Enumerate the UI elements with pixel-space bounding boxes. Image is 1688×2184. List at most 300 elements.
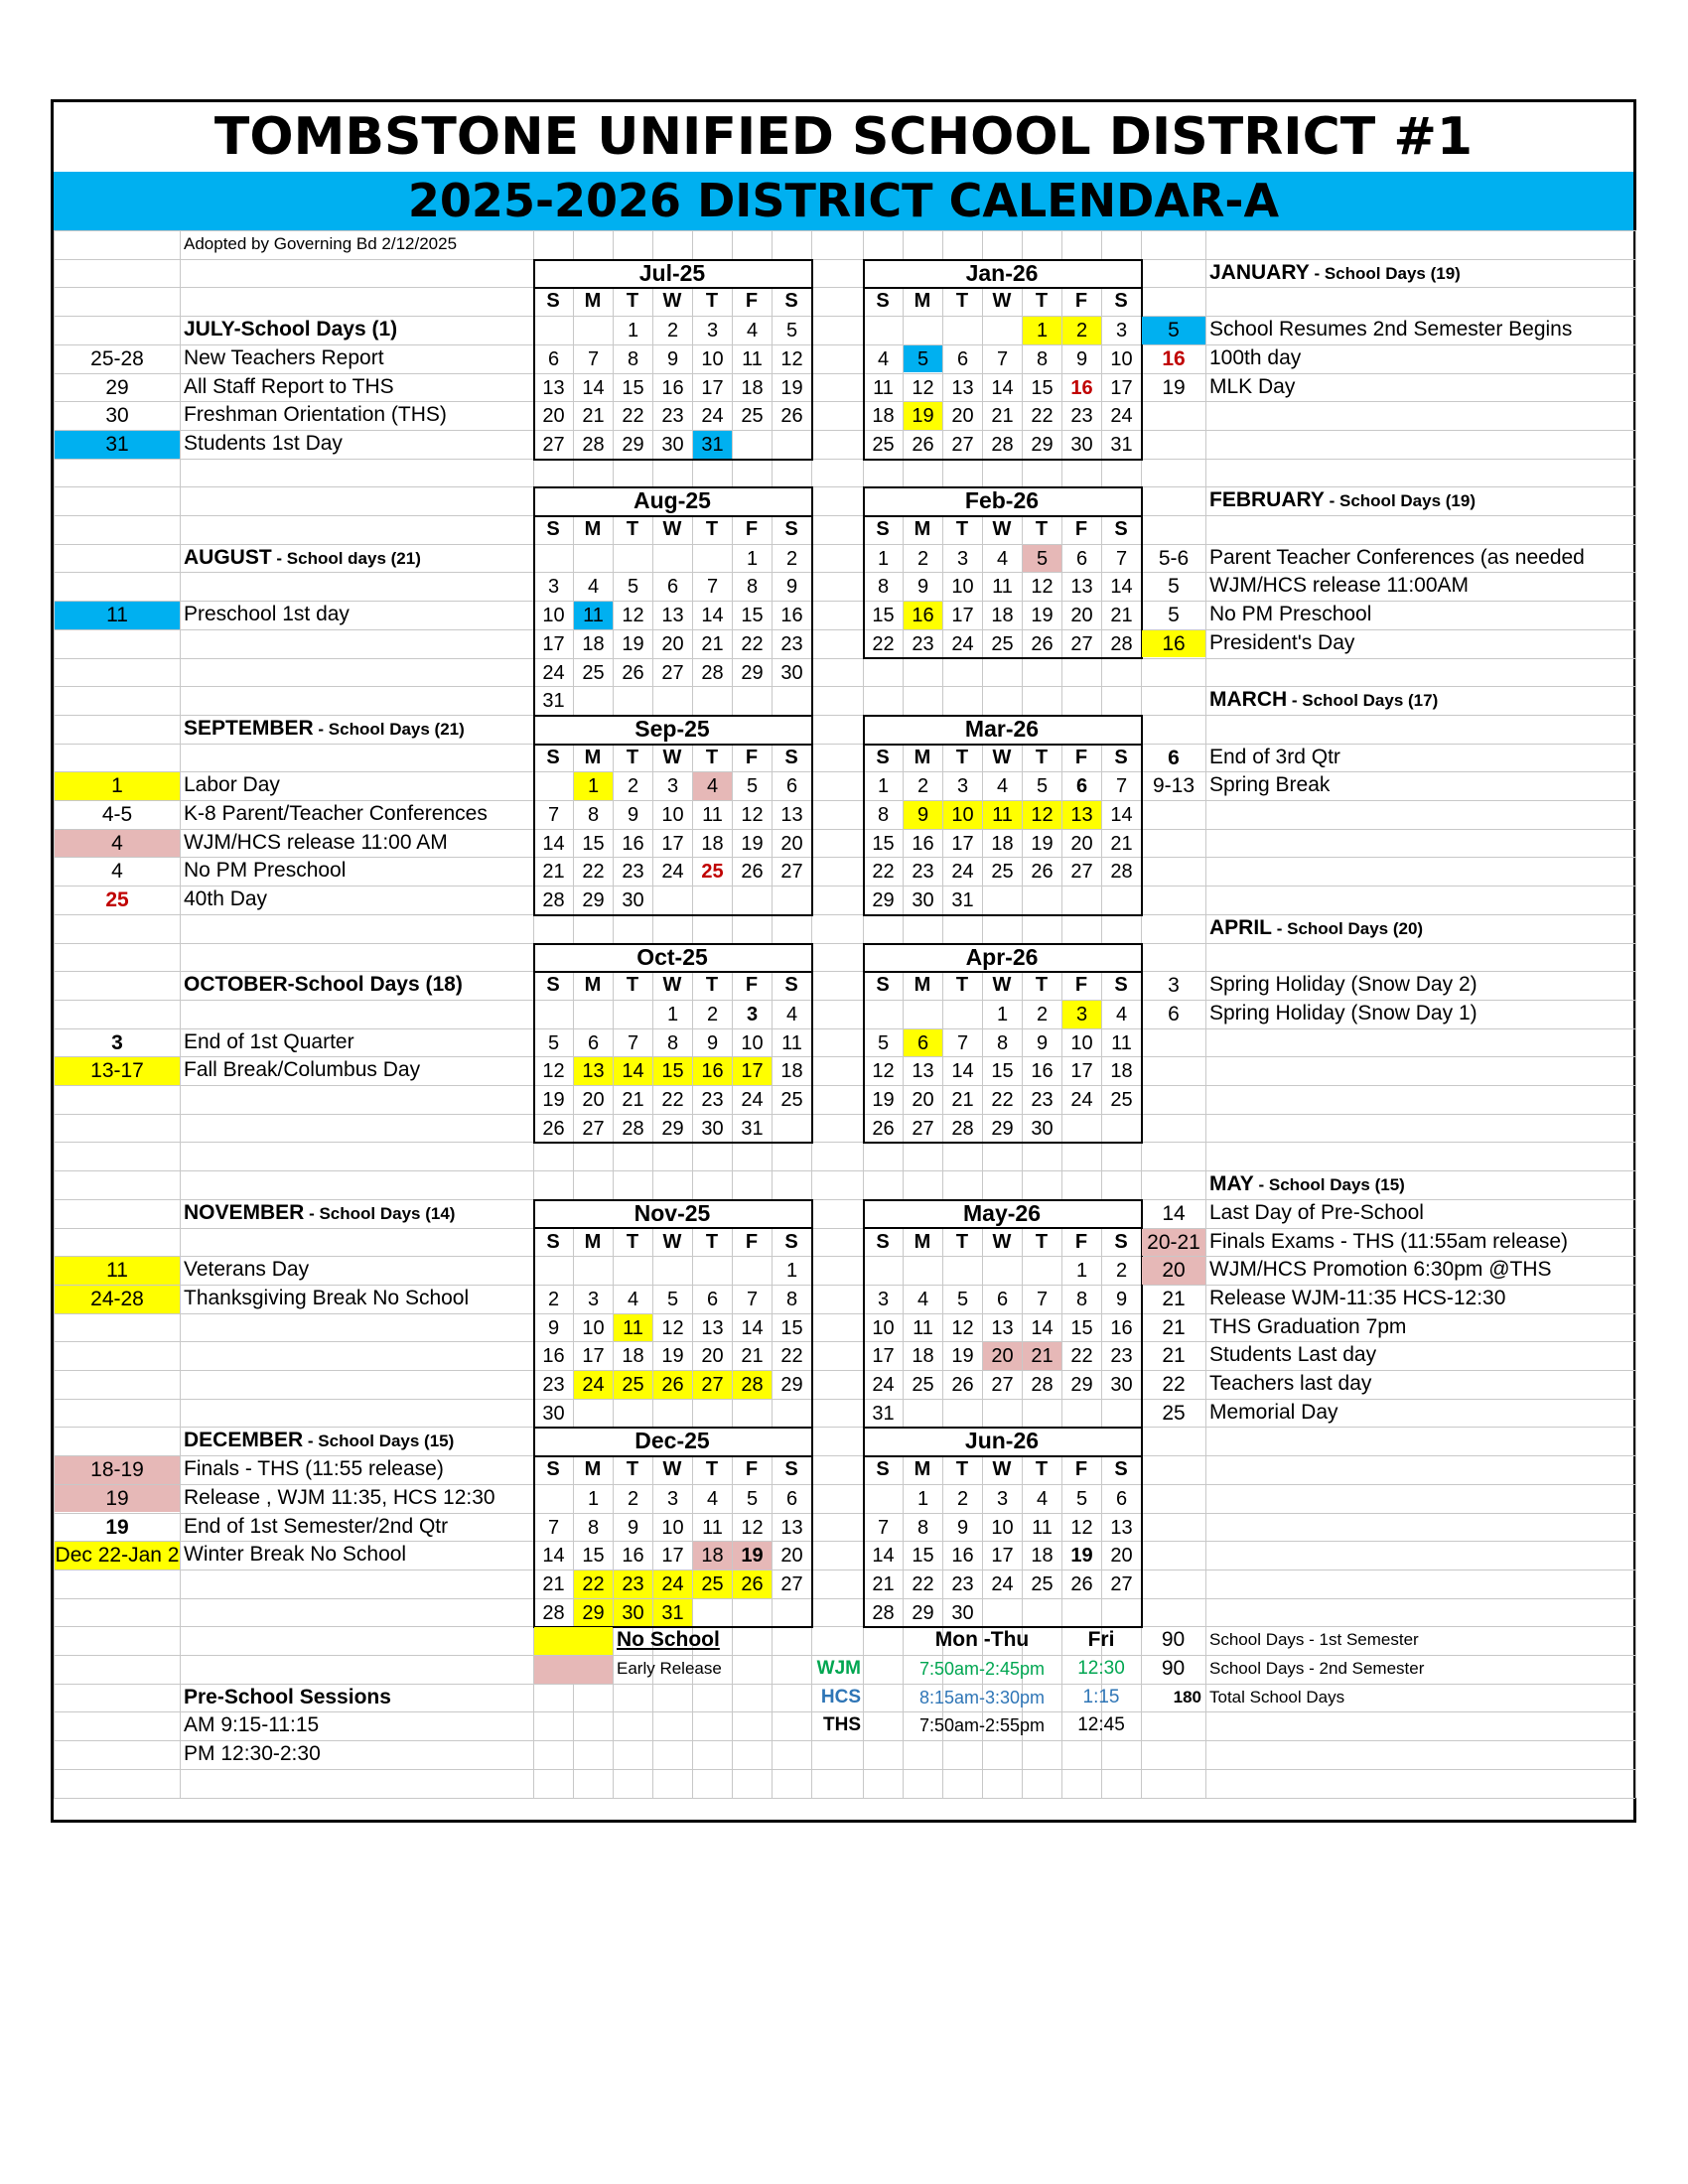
calendar-day[interactable]: 13 bbox=[1062, 801, 1101, 829]
calendar-day[interactable]: 20 bbox=[983, 1342, 1022, 1370]
calendar-day[interactable]: 23 bbox=[1070, 405, 1093, 428]
calendar-day[interactable]: 22 bbox=[912, 1572, 934, 1595]
calendar-day[interactable]: 16 bbox=[780, 605, 803, 627]
calendar-day[interactable]: 15 bbox=[991, 1060, 1014, 1083]
calendar-day[interactable]: 12 bbox=[872, 1060, 895, 1083]
calendar-day[interactable]: 5 bbox=[547, 1031, 560, 1054]
calendar-day[interactable]: 8 bbox=[587, 1516, 600, 1539]
calendar-day[interactable]: 25 bbox=[912, 1374, 934, 1396]
calendar-day[interactable]: 24 bbox=[574, 1371, 613, 1399]
calendar-day[interactable]: 15 bbox=[653, 1057, 692, 1085]
calendar-day[interactable]: 12 bbox=[741, 1516, 764, 1539]
calendar-day[interactable]: 29 bbox=[991, 1117, 1014, 1140]
calendar-day[interactable]: 21 bbox=[701, 632, 724, 655]
calendar-day[interactable]: 7 bbox=[996, 347, 1009, 370]
calendar-day[interactable]: 25 bbox=[614, 1371, 652, 1399]
calendar-day[interactable]: 25 bbox=[991, 861, 1014, 884]
calendar-day[interactable]: 18 bbox=[622, 1345, 644, 1368]
calendar-day[interactable]: 18 bbox=[693, 1542, 732, 1570]
calendar-day[interactable]: 28 bbox=[542, 1601, 565, 1624]
calendar-day[interactable]: 3 bbox=[746, 1003, 759, 1025]
calendar-day[interactable]: 24 bbox=[1070, 1089, 1093, 1111]
calendar-day[interactable]: 25 bbox=[991, 632, 1014, 655]
calendar-day[interactable]: 28 bbox=[1031, 1374, 1054, 1396]
calendar-day[interactable]: 3 bbox=[877, 1288, 890, 1310]
calendar-day[interactable]: 11 bbox=[614, 1314, 652, 1342]
calendar-day[interactable]: 5 bbox=[1023, 545, 1061, 573]
calendar-day[interactable]: 17 bbox=[661, 1545, 684, 1568]
calendar-day[interactable]: 29 bbox=[574, 1599, 613, 1627]
calendar-day[interactable]: 8 bbox=[1075, 1288, 1088, 1310]
calendar-day[interactable]: 7 bbox=[746, 1288, 759, 1310]
calendar-day[interactable]: 23 bbox=[780, 632, 803, 655]
calendar-day[interactable]: 1 bbox=[1075, 1260, 1088, 1283]
calendar-day[interactable]: 17 bbox=[582, 1345, 605, 1368]
calendar-day[interactable]: 2 bbox=[1036, 1003, 1049, 1025]
calendar-day[interactable]: 26 bbox=[741, 861, 764, 884]
calendar-day[interactable]: 24 bbox=[951, 861, 974, 884]
calendar-day[interactable]: 28 bbox=[733, 1371, 772, 1399]
calendar-day[interactable]: 4 bbox=[785, 1003, 798, 1025]
calendar-day[interactable]: 18 bbox=[991, 832, 1014, 855]
calendar-day[interactable]: 14 bbox=[951, 1060, 974, 1083]
calendar-day[interactable]: 2 bbox=[627, 775, 639, 798]
calendar-day[interactable]: 23 bbox=[951, 1572, 974, 1595]
calendar-day[interactable]: 6 bbox=[785, 775, 798, 798]
calendar-day[interactable]: 14 bbox=[991, 376, 1014, 399]
calendar-day[interactable]: 5 bbox=[877, 1031, 890, 1054]
calendar-day[interactable]: 18 bbox=[1110, 1060, 1133, 1083]
calendar-day[interactable]: 22 bbox=[741, 632, 764, 655]
calendar-day[interactable]: 3 bbox=[666, 775, 679, 798]
calendar-day[interactable]: 11 bbox=[781, 1031, 802, 1054]
calendar-day[interactable]: 13 bbox=[1070, 576, 1093, 599]
calendar-day[interactable]: 26 bbox=[653, 1371, 692, 1399]
calendar-day[interactable]: 12 bbox=[1023, 801, 1061, 829]
calendar-day[interactable]: 5 bbox=[1036, 775, 1049, 798]
calendar-day[interactable]: 23 bbox=[1031, 1089, 1054, 1111]
calendar-day[interactable]: 20 bbox=[582, 1089, 605, 1111]
calendar-day[interactable]: 20 bbox=[661, 632, 684, 655]
calendar-day[interactable]: 4 bbox=[746, 320, 759, 342]
calendar-day[interactable]: 8 bbox=[627, 347, 639, 370]
calendar-day[interactable]: 8 bbox=[877, 576, 890, 599]
calendar-day[interactable]: 19 bbox=[872, 1089, 895, 1111]
calendar-day[interactable]: 23 bbox=[542, 1374, 565, 1396]
calendar-day[interactable]: 3 bbox=[666, 1487, 679, 1510]
calendar-day[interactable]: 7 bbox=[956, 1031, 969, 1054]
calendar-day[interactable]: 5 bbox=[904, 345, 942, 373]
calendar-day[interactable]: 7 bbox=[877, 1516, 890, 1539]
calendar-day[interactable]: 22 bbox=[1031, 405, 1054, 428]
calendar-day[interactable]: 23 bbox=[912, 861, 934, 884]
calendar-day[interactable]: 4 bbox=[627, 1288, 639, 1310]
calendar-day[interactable]: 21 bbox=[622, 1089, 644, 1111]
calendar-day[interactable]: 11 bbox=[992, 576, 1013, 599]
calendar-day[interactable]: 20 bbox=[1110, 1545, 1133, 1568]
calendar-day[interactable]: 21 bbox=[872, 1572, 895, 1595]
calendar-day[interactable]: 15 bbox=[912, 1545, 934, 1568]
calendar-day[interactable]: 20 bbox=[701, 1345, 724, 1368]
calendar-day[interactable]: 16 bbox=[622, 1545, 644, 1568]
calendar-day[interactable]: 7 bbox=[706, 576, 719, 599]
calendar-day[interactable]: 12 bbox=[912, 376, 934, 399]
calendar-day[interactable]: 27 bbox=[1070, 632, 1093, 655]
calendar-day[interactable]: 16 bbox=[693, 1057, 732, 1085]
calendar-day[interactable]: 23 bbox=[1110, 1345, 1133, 1368]
calendar-day[interactable]: 11 bbox=[873, 376, 894, 399]
calendar-day[interactable]: 20 bbox=[951, 405, 974, 428]
calendar-day[interactable]: 14 bbox=[542, 1545, 565, 1568]
calendar-day[interactable]: 28 bbox=[1110, 632, 1133, 655]
calendar-day[interactable]: 4 bbox=[1036, 1487, 1049, 1510]
calendar-day[interactable]: 24 bbox=[653, 1570, 692, 1598]
calendar-day[interactable]: 17 bbox=[542, 632, 565, 655]
calendar-day[interactable]: 2 bbox=[706, 1003, 719, 1025]
calendar-day[interactable]: 4 bbox=[916, 1288, 929, 1310]
calendar-day[interactable]: 31 bbox=[693, 431, 732, 459]
calendar-day[interactable]: 28 bbox=[991, 433, 1014, 456]
calendar-day[interactable]: 10 bbox=[741, 1031, 764, 1054]
calendar-day[interactable]: 20 bbox=[1070, 832, 1093, 855]
calendar-day[interactable]: 3 bbox=[956, 775, 969, 798]
calendar-day[interactable]: 17 bbox=[1070, 1060, 1093, 1083]
calendar-day[interactable]: 24 bbox=[661, 861, 684, 884]
calendar-day[interactable]: 8 bbox=[1036, 347, 1049, 370]
calendar-day[interactable]: 6 bbox=[587, 1031, 600, 1054]
calendar-day[interactable]: 10 bbox=[661, 804, 684, 826]
calendar-day[interactable]: 29 bbox=[622, 433, 644, 456]
calendar-day[interactable]: 31 bbox=[741, 1117, 764, 1140]
calendar-day[interactable]: 9 bbox=[547, 1316, 560, 1339]
calendar-day[interactable]: 20 bbox=[542, 405, 565, 428]
calendar-day[interactable]: 27 bbox=[582, 1117, 605, 1140]
calendar-day[interactable]: 26 bbox=[1031, 632, 1054, 655]
calendar-day[interactable]: 16 bbox=[951, 1545, 974, 1568]
calendar-day[interactable]: 25 bbox=[780, 1089, 803, 1111]
calendar-day[interactable]: 11 bbox=[574, 602, 613, 629]
calendar-day[interactable]: 25 bbox=[1031, 1572, 1054, 1595]
calendar-day[interactable]: 19 bbox=[1070, 1545, 1093, 1568]
calendar-day[interactable]: 20 bbox=[780, 832, 803, 855]
calendar-day[interactable]: 30 bbox=[1110, 1374, 1133, 1396]
calendar-day[interactable]: 28 bbox=[542, 889, 565, 912]
calendar-day[interactable]: 21 bbox=[1023, 1342, 1061, 1370]
calendar-day[interactable]: 1 bbox=[627, 320, 639, 342]
calendar-day[interactable]: 15 bbox=[741, 605, 764, 627]
calendar-day[interactable]: 15 bbox=[622, 376, 644, 399]
calendar-day[interactable]: 1 bbox=[746, 547, 759, 570]
calendar-day[interactable]: 7 bbox=[547, 804, 560, 826]
calendar-day[interactable]: 30 bbox=[614, 1599, 652, 1627]
calendar-day[interactable]: 29 bbox=[661, 1117, 684, 1140]
calendar-day[interactable]: 21 bbox=[542, 1572, 565, 1595]
calendar-day[interactable]: 2 bbox=[956, 1487, 969, 1510]
calendar-day[interactable]: 29 bbox=[582, 889, 605, 912]
calendar-day[interactable]: 28 bbox=[951, 1117, 974, 1140]
calendar-day[interactable]: 26 bbox=[622, 661, 644, 684]
calendar-day[interactable]: 30 bbox=[661, 433, 684, 456]
calendar-day[interactable]: 23 bbox=[622, 861, 644, 884]
calendar-day[interactable]: 22 bbox=[574, 1570, 613, 1598]
calendar-day[interactable]: 12 bbox=[542, 1060, 565, 1083]
calendar-day[interactable]: 15 bbox=[1031, 376, 1054, 399]
calendar-day[interactable]: 14 bbox=[872, 1545, 895, 1568]
calendar-day[interactable]: 9 bbox=[706, 1031, 719, 1054]
calendar-day[interactable]: 11 bbox=[702, 1516, 723, 1539]
calendar-day[interactable]: 25 bbox=[701, 861, 724, 884]
calendar-day[interactable]: 29 bbox=[912, 1601, 934, 1624]
calendar-day[interactable]: 26 bbox=[1070, 1572, 1093, 1595]
calendar-day[interactable]: 10 bbox=[542, 605, 565, 627]
calendar-day[interactable]: 16 bbox=[622, 832, 644, 855]
calendar-day[interactable]: 27 bbox=[661, 661, 684, 684]
calendar-day[interactable]: 14 bbox=[741, 1316, 764, 1339]
calendar-day[interactable]: 13 bbox=[574, 1057, 613, 1085]
calendar-day[interactable]: 19 bbox=[542, 1089, 565, 1111]
calendar-day[interactable]: 13 bbox=[780, 804, 803, 826]
calendar-day[interactable]: 16 bbox=[542, 1345, 565, 1368]
calendar-day[interactable]: 13 bbox=[701, 1316, 724, 1339]
calendar-day[interactable]: 17 bbox=[991, 1545, 1014, 1568]
calendar-day[interactable]: 6 bbox=[1115, 1487, 1128, 1510]
calendar-day[interactable]: 12 bbox=[780, 347, 803, 370]
calendar-day[interactable]: 11 bbox=[1032, 1516, 1053, 1539]
calendar-day[interactable]: 28 bbox=[622, 1117, 644, 1140]
calendar-day[interactable]: 4 bbox=[996, 547, 1009, 570]
calendar-day[interactable]: 10 bbox=[951, 576, 974, 599]
calendar-day[interactable]: 7 bbox=[1115, 775, 1128, 798]
calendar-day[interactable]: 9 bbox=[916, 576, 929, 599]
calendar-day[interactable]: 18 bbox=[780, 1060, 803, 1083]
calendar-day[interactable]: 15 bbox=[780, 1316, 803, 1339]
calendar-day[interactable]: 25 bbox=[1110, 1089, 1133, 1111]
calendar-day[interactable]: 17 bbox=[1110, 376, 1133, 399]
calendar-day[interactable]: 27 bbox=[951, 433, 974, 456]
calendar-day[interactable]: 12 bbox=[951, 1316, 974, 1339]
calendar-day[interactable]: 3 bbox=[547, 576, 560, 599]
calendar-day[interactable]: 1 bbox=[587, 1487, 600, 1510]
calendar-day[interactable]: 19 bbox=[622, 632, 644, 655]
calendar-day[interactable]: 1 bbox=[666, 1003, 679, 1025]
calendar-day[interactable]: 21 bbox=[582, 405, 605, 428]
calendar-day[interactable]: 19 bbox=[904, 402, 942, 430]
calendar-day[interactable]: 18 bbox=[872, 405, 895, 428]
calendar-day[interactable]: 24 bbox=[1110, 405, 1133, 428]
calendar-day[interactable]: 27 bbox=[912, 1117, 934, 1140]
calendar-day[interactable]: 23 bbox=[661, 405, 684, 428]
calendar-day[interactable]: 3 bbox=[1115, 320, 1128, 342]
calendar-day[interactable]: 18 bbox=[741, 376, 764, 399]
calendar-day[interactable]: 3 bbox=[996, 1487, 1009, 1510]
calendar-day[interactable]: 26 bbox=[951, 1374, 974, 1396]
calendar-day[interactable]: 5 bbox=[785, 320, 798, 342]
calendar-day[interactable]: 26 bbox=[872, 1117, 895, 1140]
calendar-day[interactable]: 14 bbox=[701, 605, 724, 627]
calendar-day[interactable]: 21 bbox=[1110, 832, 1133, 855]
calendar-day[interactable]: 30 bbox=[780, 661, 803, 684]
calendar-day[interactable]: 30 bbox=[1031, 1117, 1054, 1140]
calendar-day[interactable]: 5 bbox=[956, 1288, 969, 1310]
calendar-day[interactable]: 13 bbox=[542, 376, 565, 399]
calendar-day[interactable]: 15 bbox=[582, 832, 605, 855]
calendar-day[interactable]: 14 bbox=[1110, 804, 1133, 826]
calendar-day[interactable]: 16 bbox=[912, 832, 934, 855]
calendar-day[interactable]: 7 bbox=[587, 347, 600, 370]
calendar-day[interactable]: 6 bbox=[785, 1487, 798, 1510]
calendar-day[interactable]: 29 bbox=[1070, 1374, 1093, 1396]
calendar-day[interactable]: 23 bbox=[614, 1570, 652, 1598]
calendar-day[interactable]: 19 bbox=[661, 1345, 684, 1368]
calendar-day[interactable]: 5 bbox=[666, 1288, 679, 1310]
calendar-day[interactable]: 10 bbox=[943, 801, 982, 829]
calendar-day[interactable]: 15 bbox=[1070, 1316, 1093, 1339]
calendar-day[interactable]: 22 bbox=[991, 1089, 1014, 1111]
calendar-day[interactable]: 12 bbox=[661, 1316, 684, 1339]
calendar-day[interactable]: 9 bbox=[1115, 1288, 1128, 1310]
calendar-day[interactable]: 1 bbox=[916, 1487, 929, 1510]
calendar-day[interactable]: 25 bbox=[582, 661, 605, 684]
calendar-day[interactable]: 25 bbox=[741, 405, 764, 428]
calendar-day[interactable]: 8 bbox=[666, 1031, 679, 1054]
calendar-day[interactable]: 16 bbox=[1031, 1060, 1054, 1083]
calendar-day[interactable]: 27 bbox=[1070, 861, 1093, 884]
calendar-day[interactable]: 5 bbox=[627, 576, 639, 599]
calendar-day[interactable]: 12 bbox=[1070, 1516, 1093, 1539]
calendar-day[interactable]: 31 bbox=[1110, 433, 1133, 456]
calendar-day[interactable]: 31 bbox=[653, 1599, 692, 1627]
calendar-day[interactable]: 19 bbox=[1031, 605, 1054, 627]
calendar-day[interactable]: 6 bbox=[1075, 775, 1088, 798]
calendar-day[interactable]: 22 bbox=[622, 405, 644, 428]
calendar-day[interactable]: 2 bbox=[666, 320, 679, 342]
calendar-day[interactable]: 10 bbox=[701, 347, 724, 370]
calendar-day[interactable]: 13 bbox=[912, 1060, 934, 1083]
calendar-day[interactable]: 11 bbox=[702, 804, 723, 826]
calendar-day[interactable]: 19 bbox=[741, 832, 764, 855]
calendar-day[interactable]: 15 bbox=[872, 605, 895, 627]
calendar-day[interactable]: 8 bbox=[916, 1516, 929, 1539]
calendar-day[interactable]: 18 bbox=[991, 605, 1014, 627]
calendar-day[interactable]: 24 bbox=[872, 1374, 895, 1396]
calendar-day[interactable]: 26 bbox=[542, 1117, 565, 1140]
calendar-day[interactable]: 4 bbox=[996, 775, 1009, 798]
calendar-day[interactable]: 6 bbox=[666, 576, 679, 599]
calendar-day[interactable]: 30 bbox=[542, 1402, 565, 1425]
calendar-day[interactable]: 29 bbox=[872, 889, 895, 912]
calendar-day[interactable]: 19 bbox=[733, 1542, 772, 1570]
calendar-day[interactable]: 14 bbox=[582, 376, 605, 399]
calendar-day[interactable]: 10 bbox=[1070, 1031, 1093, 1054]
calendar-day[interactable]: 9 bbox=[904, 801, 942, 829]
calendar-day[interactable]: 9 bbox=[785, 576, 798, 599]
calendar-day[interactable]: 17 bbox=[872, 1345, 895, 1368]
calendar-day[interactable]: 27 bbox=[1110, 1572, 1133, 1595]
calendar-day[interactable]: 31 bbox=[872, 1402, 895, 1425]
calendar-day[interactable]: 16 bbox=[1110, 1316, 1133, 1339]
calendar-day[interactable]: 22 bbox=[872, 861, 895, 884]
calendar-day[interactable]: 17 bbox=[661, 832, 684, 855]
calendar-day[interactable]: 31 bbox=[542, 690, 565, 713]
calendar-day[interactable]: 1 bbox=[785, 1260, 798, 1283]
calendar-day[interactable]: 18 bbox=[701, 832, 724, 855]
calendar-day[interactable]: 24 bbox=[542, 661, 565, 684]
calendar-day[interactable]: 1 bbox=[1023, 317, 1061, 344]
calendar-day[interactable]: 6 bbox=[904, 1029, 942, 1057]
calendar-day[interactable]: 28 bbox=[872, 1601, 895, 1624]
calendar-day[interactable]: 8 bbox=[785, 1288, 798, 1310]
calendar-day[interactable]: 18 bbox=[1031, 1545, 1054, 1568]
calendar-day[interactable]: 4 bbox=[587, 576, 600, 599]
calendar-day[interactable]: 7 bbox=[1036, 1288, 1049, 1310]
calendar-day[interactable]: 19 bbox=[1031, 832, 1054, 855]
calendar-day[interactable]: 6 bbox=[547, 347, 560, 370]
calendar-day[interactable]: 21 bbox=[741, 1345, 764, 1368]
calendar-day[interactable]: 6 bbox=[996, 1288, 1009, 1310]
calendar-day[interactable]: 21 bbox=[991, 405, 1014, 428]
calendar-day[interactable]: 8 bbox=[877, 804, 890, 826]
calendar-day[interactable]: 13 bbox=[951, 376, 974, 399]
calendar-day[interactable]: 14 bbox=[614, 1057, 652, 1085]
calendar-day[interactable]: 9 bbox=[956, 1516, 969, 1539]
calendar-day[interactable]: 15 bbox=[582, 1545, 605, 1568]
calendar-day[interactable]: 16 bbox=[661, 376, 684, 399]
calendar-day[interactable]: 30 bbox=[951, 1601, 974, 1624]
calendar-day[interactable]: 11 bbox=[913, 1316, 933, 1339]
calendar-day[interactable]: 17 bbox=[701, 376, 724, 399]
calendar-day[interactable]: 2 bbox=[916, 775, 929, 798]
calendar-day[interactable]: 19 bbox=[951, 1345, 974, 1368]
calendar-day[interactable]: 23 bbox=[912, 632, 934, 655]
calendar-day[interactable]: 11 bbox=[983, 801, 1022, 829]
calendar-day[interactable]: 18 bbox=[912, 1345, 934, 1368]
calendar-day[interactable]: 13 bbox=[1110, 1516, 1133, 1539]
calendar-day[interactable]: 2 bbox=[785, 547, 798, 570]
calendar-day[interactable]: 22 bbox=[661, 1089, 684, 1111]
calendar-day[interactable]: 8 bbox=[587, 804, 600, 826]
calendar-day[interactable]: 3 bbox=[956, 547, 969, 570]
calendar-day[interactable]: 21 bbox=[542, 861, 565, 884]
calendar-day[interactable]: 30 bbox=[622, 889, 644, 912]
calendar-day[interactable]: 1 bbox=[996, 1003, 1009, 1025]
calendar-day[interactable]: 27 bbox=[780, 861, 803, 884]
calendar-day[interactable]: 27 bbox=[542, 433, 565, 456]
calendar-day[interactable]: 22 bbox=[780, 1345, 803, 1368]
calendar-day[interactable]: 1 bbox=[877, 547, 890, 570]
calendar-day[interactable]: 4 bbox=[706, 1487, 719, 1510]
calendar-day[interactable]: 3 bbox=[587, 1288, 600, 1310]
calendar-day[interactable]: 30 bbox=[701, 1117, 724, 1140]
calendar-day[interactable]: 9 bbox=[666, 347, 679, 370]
calendar-day[interactable]: 29 bbox=[1031, 433, 1054, 456]
calendar-day[interactable]: 6 bbox=[956, 347, 969, 370]
calendar-day[interactable]: 29 bbox=[741, 661, 764, 684]
calendar-day[interactable]: 5 bbox=[1075, 1487, 1088, 1510]
calendar-day[interactable]: 29 bbox=[780, 1374, 803, 1396]
calendar-day[interactable]: 3 bbox=[1062, 1001, 1101, 1028]
calendar-day[interactable]: 11 bbox=[1111, 1031, 1132, 1054]
calendar-day[interactable]: 30 bbox=[912, 889, 934, 912]
calendar-day[interactable]: 17 bbox=[733, 1057, 772, 1085]
calendar-day[interactable]: 8 bbox=[996, 1031, 1009, 1054]
calendar-day[interactable]: 5 bbox=[746, 775, 759, 798]
calendar-day[interactable]: 9 bbox=[627, 1516, 639, 1539]
calendar-day[interactable]: 10 bbox=[582, 1316, 605, 1339]
calendar-day[interactable]: 2 bbox=[916, 547, 929, 570]
calendar-day[interactable]: 12 bbox=[1031, 576, 1054, 599]
calendar-day[interactable]: 3 bbox=[706, 320, 719, 342]
calendar-day[interactable]: 10 bbox=[661, 1516, 684, 1539]
